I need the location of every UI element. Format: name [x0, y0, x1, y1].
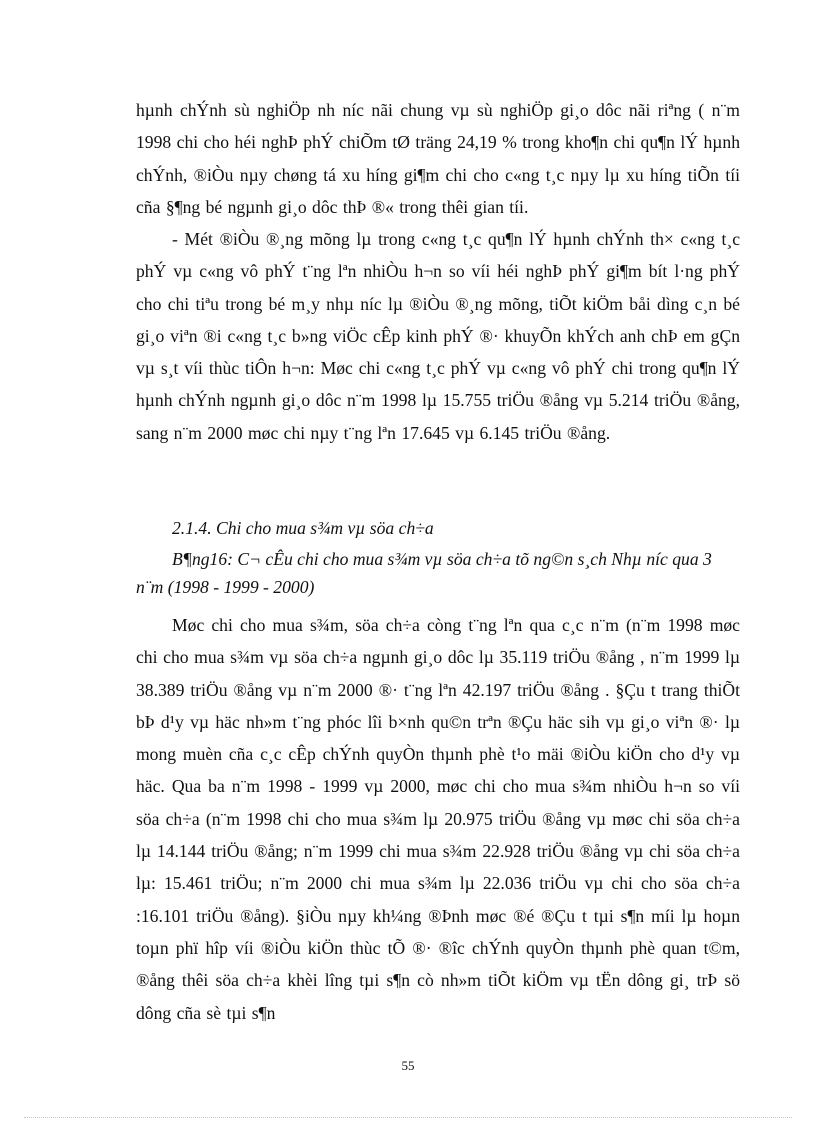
- paragraph-admin-expenses: - Mét ®iÒu ®¸ng mõng lµ trong c«ng t¸c qu¶n lÝ hµnh chÝnh th× c«ng t¸c phÝ vµ c«ng vô phÝ t¨ng lªn nhiÒu h¬n so víi héi nghÞ phÝ gi¶m bít l·ng phÝ cho chi tiªu trong bé m¸y nhµ níc lµ ®iÒu ®¸ng mõng, tiÕt kiÖm båi dìng c¸n bé gi¸o viªn ®i c«ng t¸c b»ng viÖc cÊp kinh phÝ ®· khuyÕn khÝch anh chÞ em gÇn vµ s¸t víi thùc tiÔn h¬n: Møc chi c«ng t¸c phÝ vµ c«ng vô phÝ chi trong qu¶n lÝ hµnh chÝnh ngµnh gi¸o dôc n¨m 1998 lµ 15.755 triÖu ®ång vµ 5.214 triÖu ®ång, sang n¨m 2000 møc chi nµy t¨ng lªn 17.645 vµ 6.145 triÖu ®ång.: [136, 229, 740, 443]
- page-number: 55: [401, 1058, 415, 1073]
- table-caption: B¶ng16: C¬ cÊu chi cho mua s¾m vµ söa ch÷a tõ ng©n s¸ch Nhµ níc qua 3 n¨m (1998 - 1999 - 2000): [136, 549, 712, 597]
- paragraph-procurement-repair: Møc chi cho mua s¾m, söa ch÷a còng t¨ng lªn qua c¸c n¨m (n¨m 1998 møc chi cho mua s¾m vµ söa ch÷a ngµnh gi¸o dôc lµ 35.119 triÖu ®ång , n¨m 1999 lµ 38.389 triÖu ®ång vµ n¨m 2000 ®· t¨ng lªn 42.197 triÖu ®ång . §Çu t trang thiÕt bÞ d¹y vµ häc nh»m t¨ng phóc lîi b×nh qu©n trªn ®Çu häc sih vµ gi¸o viªn ®· lµ mong muèn cña c¸c cÊp chÝnh quyÒn thµnh phè t¹o mäi ®iÒu kiÖn cho d¹y vµ häc. Qua ba n¨m 1998 - 1999 vµ 2000, møc chi cho mua s¾m nhiÒu h¬n so víi söa ch÷a (n¨m 1998 chi cho mua s¾m lµ 20.975 triÖu ®ång vµ møc chi söa ch÷a lµ 14.144 triÖu ®ång; n¨m 1999 chi mua s¾m 22.928 triÖu ®ång vµ chi söa ch÷a lµ: 15.461 triÖu; n¨m 2000 chi mua s¾m lµ 22.036 triÖu vµ chi cho söa ch÷a :16.101 triÖu ®ång). §iÒu nµy kh¼ng ®Þnh møc ®é ®Çu t tµi s¶n míi lµ hoµn toµn phï hîp víi ®iÒu kiÖn thùc tÕ ®· ®îc chÝnh quyÒn thµnh phè quan t©m, ®ång thêi söa ch÷a khèi lîng tµi s¶n cò nh»m tiÕt kiÖm vµ tËn dông gi¸ trÞ sö dông cña sè tµi s¶n: [136, 615, 740, 1023]
- section-heading: 2.1.4. Chi cho mua s¾m vµ söa ch÷a: [172, 518, 434, 538]
- page-bottom-divider: [24, 1117, 792, 1118]
- paragraph-continuation: hµnh chÝnh sù nghiÖp nh níc nãi chung vµ sù nghiÖp gi¸o dôc nãi riªng ( n¨m 1998 chi cho héi nghÞ phÝ chiÕm tØ träng 24,19 % trong kho¶n chi qu¶n lÝ hµnh chÝnh, ®iÒu nµy chøng tá xu híng gi¶m chi cho c«ng t¸c nµy lµ xu híng tiÕn tíi cña §¶ng bé ngµnh gi¸o dôc thÞ ®« trong thêi gian tíi.: [136, 100, 740, 217]
